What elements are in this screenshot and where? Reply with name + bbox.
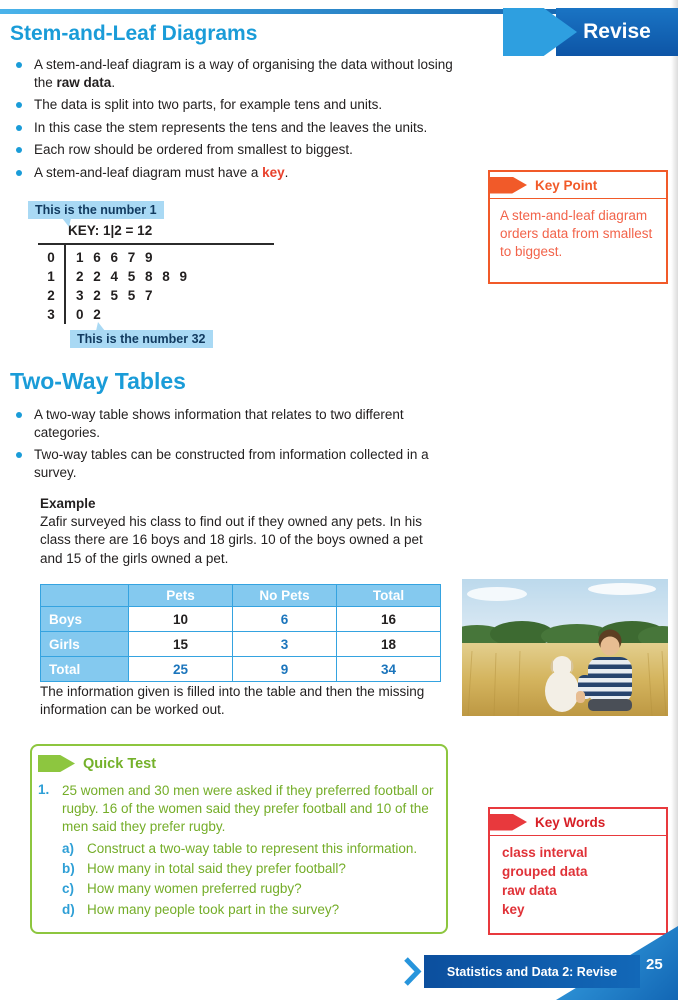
key-words-box <box>488 807 668 935</box>
footer-banner <box>424 955 640 988</box>
key-point-header <box>490 172 666 199</box>
stem-value: 1 <box>47 269 55 284</box>
quick-test-arrow-icon <box>38 755 75 772</box>
question-part <box>62 839 436 859</box>
bullet-text: A stem-and-leaf diagram is a way of organising the data without losing the <box>34 57 453 90</box>
quick-test-box <box>30 744 448 934</box>
table-header-row <box>41 585 441 607</box>
table-cell-worked: 9 <box>233 657 337 682</box>
table-header-total: Total <box>337 585 441 607</box>
two-way-tables-title: Two-Way Tables <box>10 368 186 394</box>
table-corner-cell <box>41 585 129 607</box>
part-text: How many people took part in the survey? <box>87 901 340 917</box>
leaf-values: 0 2 <box>76 307 101 322</box>
bullet-text: A stem-and-leaf diagram must have a <box>34 164 263 180</box>
question-text: 25 women and 30 men were asked if they preferred football or rugby. 16 of the women said they prefer football and 10 of the men said they prefer rugby. <box>62 783 434 834</box>
bullet-item: In this case the stem represents the tens and the leaves the units. <box>12 119 464 137</box>
part-label: a) <box>62 840 75 856</box>
bullet-item: Each row should be ordered from smallest to biggest. <box>12 141 464 159</box>
question-parts <box>62 839 436 920</box>
footer-section-label: Statistics and Data 2: Revise <box>446 964 618 979</box>
bullet-text: . <box>111 74 116 90</box>
stem-and-leaf-diagram <box>38 223 274 324</box>
key-words-arrow-icon <box>490 814 527 831</box>
row-label: Boys <box>41 607 129 632</box>
callout-number-1: This is the number 1 <box>28 201 164 219</box>
bullet-item: A two-way table shows information that relates to two different categories. <box>12 406 468 441</box>
key-point-box <box>488 170 668 284</box>
table-row-boys <box>41 607 441 632</box>
question-part <box>62 859 436 879</box>
part-text: How many women preferred rugby? <box>87 881 302 897</box>
table-header-pets: Pets <box>129 585 233 607</box>
stem-column <box>38 248 64 324</box>
example-heading: Example <box>40 496 96 511</box>
question-number: 1. <box>38 782 50 797</box>
callout-number-32: This is the number 32 <box>70 330 213 348</box>
revise-tab-label: Revise <box>583 20 651 43</box>
key-word: grouped data <box>502 864 588 879</box>
table-note-text: The information given is filled into the table and then the missing information can be worked out. <box>40 684 425 718</box>
bullet-key-word: key <box>262 164 285 180</box>
bullet-text: . <box>284 164 289 180</box>
bullet-item <box>12 164 464 182</box>
leaf-values: 2 2 4 5 8 8 9 <box>76 269 188 284</box>
part-label: c) <box>62 881 75 897</box>
table-cell: 18 <box>337 632 441 657</box>
table-cell-worked: 34 <box>337 657 441 682</box>
bullet-item: Two-way tables can be constructed from information collected in a survey. <box>12 446 468 481</box>
two-way-table <box>40 584 441 682</box>
table-row-total <box>41 657 441 682</box>
key-point-text: A stem-and-leaf diagram orders data from smallest to biggest. <box>500 208 653 259</box>
question-part <box>62 900 436 920</box>
bullet-item <box>12 56 464 91</box>
row-label: Total <box>41 657 129 682</box>
key-words-header <box>490 809 666 836</box>
part-text: Construct a two-way table to represent this information. <box>87 840 418 856</box>
stem-leaf-rows <box>38 243 274 324</box>
key-words-title: Key Words <box>535 814 606 830</box>
quick-test-body <box>32 772 446 920</box>
example-text: Zafir surveyed his class to find out if they owned any pets. In his class there are 16 boys and 18 girls. 10 of the boys owned a pet and 15 of the girls owned a pet. <box>40 514 423 566</box>
table-cell: 15 <box>129 632 233 657</box>
table-cell-worked: 3 <box>233 632 337 657</box>
stem-value: 3 <box>47 307 55 322</box>
table-row-girls <box>41 632 441 657</box>
part-label: b) <box>62 861 75 877</box>
table-cell-worked: 6 <box>233 607 337 632</box>
key-point-arrow-icon <box>490 177 527 194</box>
page-number: 25 <box>646 956 663 973</box>
bullet-bold-text: raw data <box>56 74 112 90</box>
footer-chevron-icon <box>402 956 422 987</box>
key-word: key <box>502 902 525 917</box>
leaf-column <box>64 245 274 324</box>
table-header-no-pets: No Pets <box>233 585 337 607</box>
key-word: raw data <box>502 883 557 898</box>
bullet-item: The data is split into two parts, for example tens and units. <box>12 96 464 114</box>
table-cell-worked: 25 <box>129 657 233 682</box>
stem-value: 2 <box>47 288 55 303</box>
table-cell: 16 <box>337 607 441 632</box>
row-label: Girls <box>41 632 129 657</box>
stem-bullet-list <box>12 56 464 186</box>
stem-leaf-key: KEY: 1|2 = 12 <box>68 223 153 238</box>
stem-value: 0 <box>47 250 55 265</box>
part-text: How many in total said they prefer football? <box>87 861 346 877</box>
leaf-values: 3 2 5 5 7 <box>76 288 153 303</box>
photo-illustration <box>462 579 668 716</box>
key-point-title: Key Point <box>535 177 598 193</box>
leaf-values: 1 6 6 7 9 <box>76 250 153 265</box>
quick-test-header <box>32 746 446 772</box>
part-label: d) <box>62 901 75 917</box>
photo-boy-with-dog-in-field <box>462 579 668 716</box>
two-way-bullet-list <box>12 406 468 486</box>
quick-test-title: Quick Test <box>83 755 157 772</box>
key-words-list <box>490 836 666 926</box>
stem-and-leaf-title: Stem-and-Leaf Diagrams <box>10 22 258 45</box>
key-word: class interval <box>502 845 588 860</box>
table-cell: 10 <box>129 607 233 632</box>
question-part <box>62 879 436 899</box>
